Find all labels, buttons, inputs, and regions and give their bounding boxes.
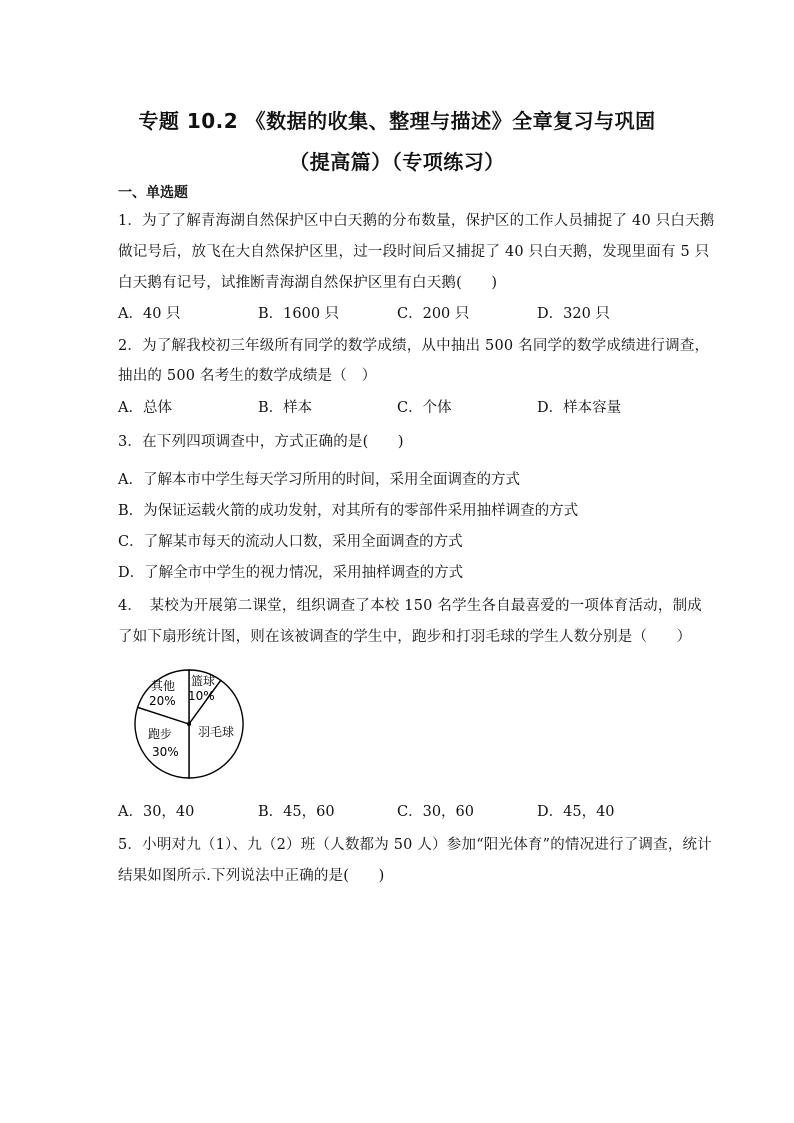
question-1-line-2: 做记号后，放飞在大自然保护区里，过一段时间后又捕捉了 40 只白天鹅，发现里面有 5 只 — [118, 244, 710, 260]
question-1-option-c[interactable]: C．200 只 — [397, 306, 470, 322]
question-5-line-1: 5．小明对九（1）、九（2）班（人数都为 50 人）参加“阳光体育”的情况进行了调查，统计 — [118, 837, 712, 853]
question-4-line-1: 4． 某校为开展第二课堂，组织调查了本校 150 名学生各自最喜爱的一项体育活动，制成 — [118, 598, 702, 614]
slice-label-badminton: 羽毛球 — [198, 725, 235, 739]
question-3-line-1: 3．在下列四项调查中，方式正确的是( ) — [118, 434, 404, 450]
question-2-option-c[interactable]: C．个体 — [397, 400, 452, 416]
question-1-line-1: 1．为了了解青海湖自然保护区中白天鹅的分布数量，保护区的工作人员捕捉了 40 只白天鹅 — [118, 213, 715, 229]
slice-label-basketball: 篮球 — [191, 674, 216, 688]
question-4-line-2: 了如下扇形统计图，则在该被调查的学生中，跑步和打羽毛球的学生人数分别是（ ） — [118, 629, 692, 645]
question-2-option-d[interactable]: D．样本容量 — [537, 400, 622, 416]
question-2-line-2: 抽出的 500 名考生的数学成绩是（ ） — [118, 368, 377, 384]
slice-label-other: 其他 — [151, 679, 176, 693]
question-4-option-d[interactable]: D．45，40 — [537, 804, 615, 820]
question-1-option-b[interactable]: B．1600 只 — [258, 306, 340, 322]
pie-chart — [128, 668, 254, 786]
section-heading: 一、单选题 — [118, 185, 188, 201]
question-5-line-2: 结果如图所示.下列说法中正确的是( ) — [118, 868, 385, 884]
page-subtitle: （提高篇）（专项练习） — [289, 150, 505, 174]
slice-percent-other: 20% — [149, 694, 176, 708]
page-title: 专题 10.2 《数据的收集、整理与描述》全章复习与巩固 — [138, 109, 656, 133]
slice-percent-basketball: 10% — [188, 689, 215, 703]
question-4-option-b[interactable]: B．45，60 — [258, 804, 335, 820]
question-3-option-a[interactable]: A．了解本市中学生每天学习所用的时间，采用全面调查的方式 — [118, 472, 520, 488]
question-1-line-3: 白天鹅有记号，试推断青海湖自然保护区里有白天鹅( ) — [118, 275, 498, 291]
question-2-line-1: 2．为了解我校初三年级所有同学的数学成绩，从中抽出 500 名同学的数学成绩进行调查， — [118, 338, 710, 354]
question-4-option-a[interactable]: A．30，40 — [118, 804, 195, 820]
question-3-option-d[interactable]: D．了解全市中学生的视力情况，采用抽样调查的方式 — [118, 565, 464, 581]
question-3-option-b[interactable]: B．为保证运载火箭的成功发射，对其所有的零部件采用抽样调查的方式 — [118, 503, 579, 519]
question-1-option-d[interactable]: D．320 只 — [537, 306, 610, 322]
slice-label-running: 跑步 — [148, 727, 173, 741]
pie-center-dot — [187, 722, 191, 726]
question-1-option-a[interactable]: A．40 只 — [118, 306, 181, 322]
question-3-option-c[interactable]: C．了解某市每天的流动人口数，采用全面调查的方式 — [118, 534, 463, 550]
question-2-option-b[interactable]: B．样本 — [258, 400, 313, 416]
question-4-option-c[interactable]: C．30，60 — [397, 804, 474, 820]
question-2-option-a[interactable]: A．总体 — [118, 400, 172, 416]
slice-percent-running: 30% — [152, 745, 179, 759]
